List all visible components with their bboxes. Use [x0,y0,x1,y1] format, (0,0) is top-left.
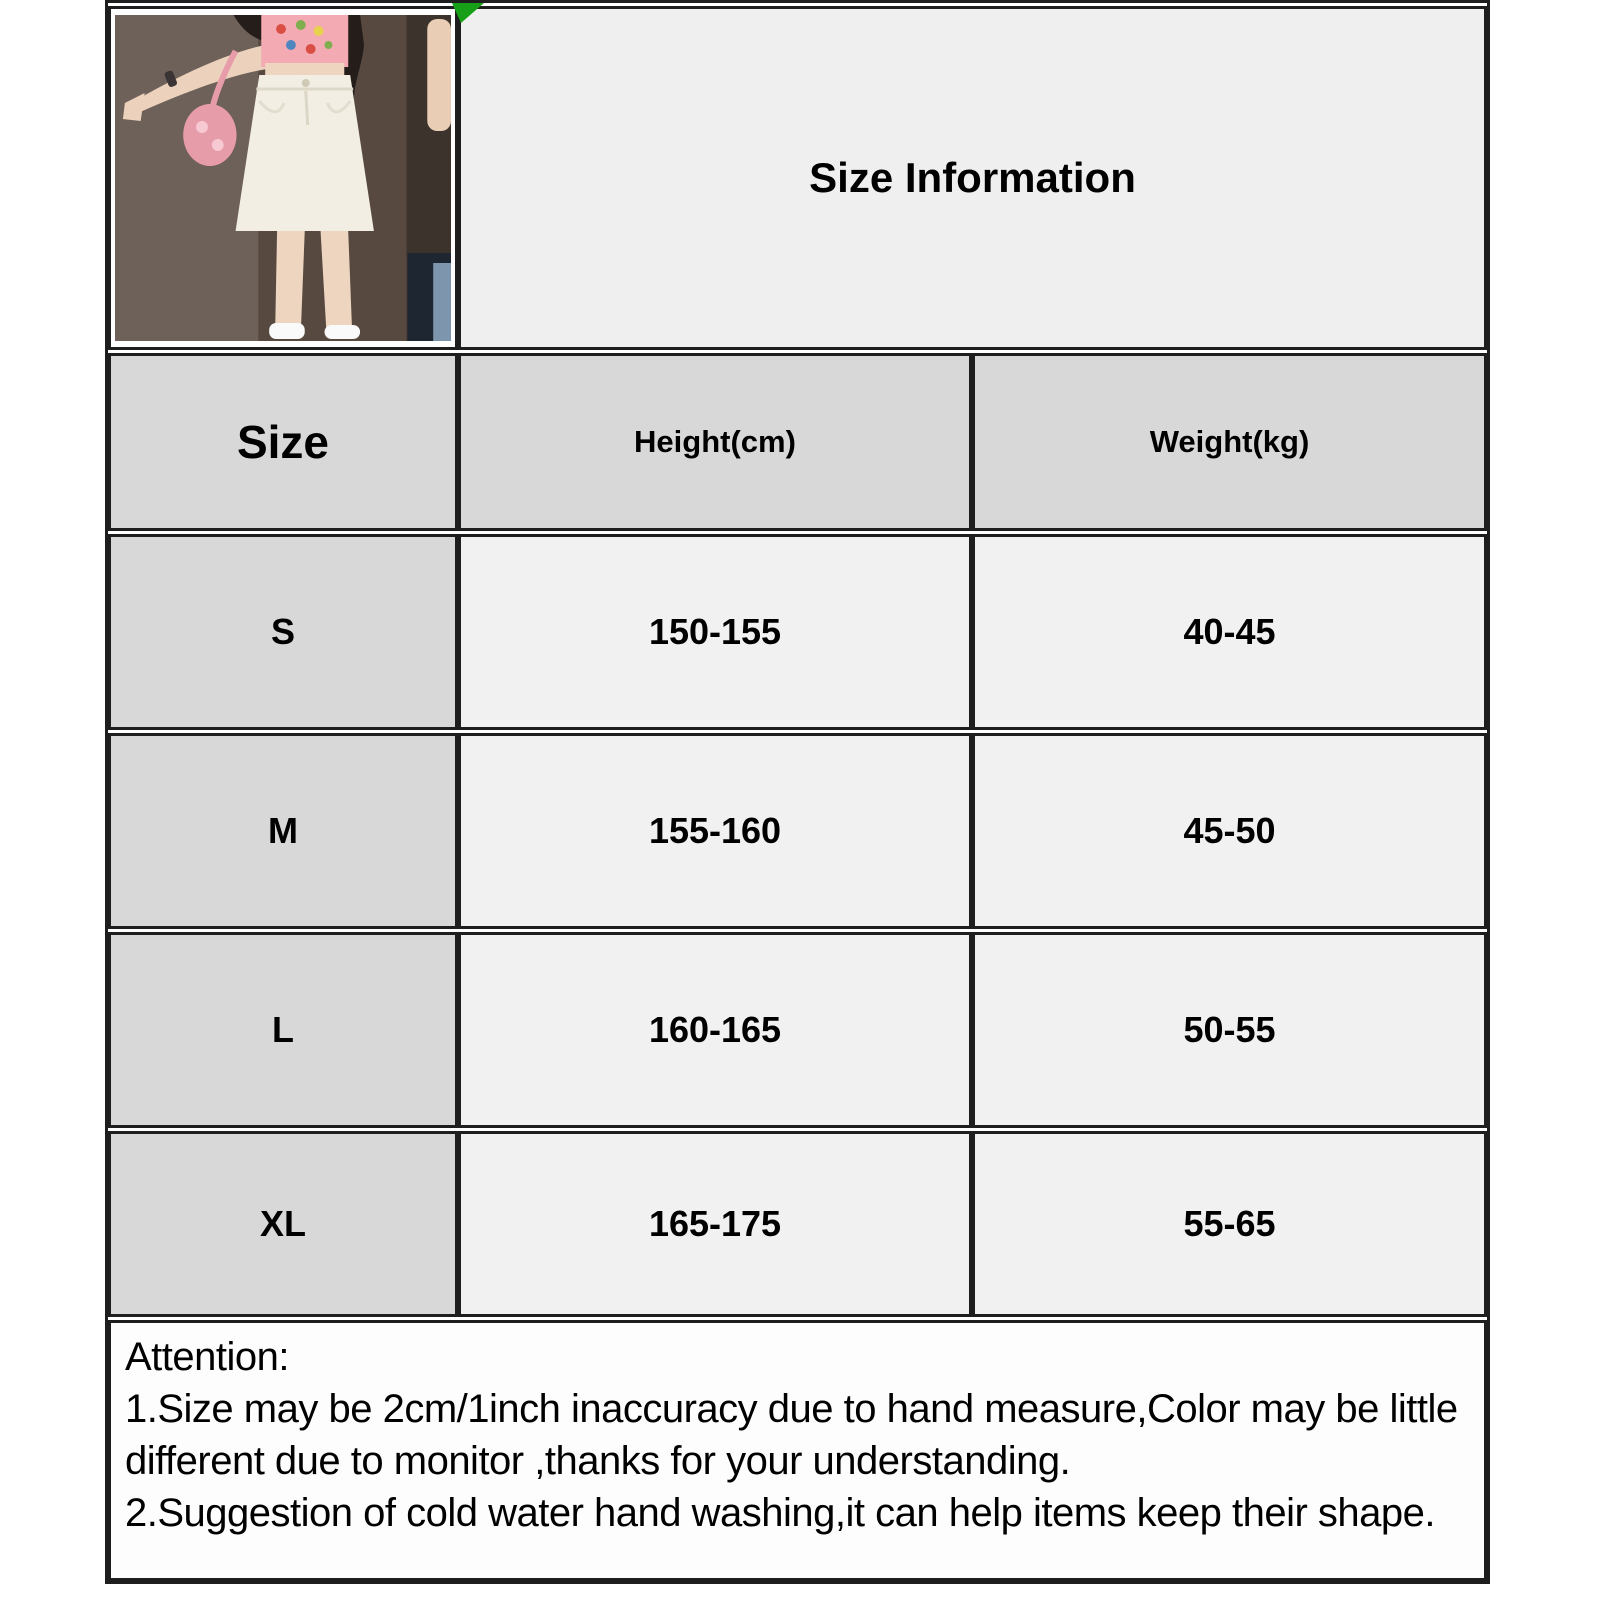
column-header-height: Height(cm) [458,353,972,531]
height-value: 150-155 [458,534,972,730]
height-value: 165-175 [458,1131,972,1317]
attention-note-1: 1.Size may be 2cm/1inch inaccuracy due to hand measure,Color may be little different due to monitor ,thanks for your understanding. [125,1387,1458,1483]
photo-title-row [108,6,1487,350]
size-table [108,3,1487,1320]
page-title: Size Information [458,6,1487,350]
table-row-s [108,534,1487,730]
weight-value: 45-50 [972,733,1487,929]
column-header-weight: Weight(kg) [972,353,1487,531]
product-photo [115,15,451,341]
height-value: 155-160 [458,733,972,929]
size-label: L [108,932,458,1128]
weight-value: 50-55 [972,932,1487,1128]
table-header-row [108,353,1487,531]
table-row-xl [108,1131,1487,1317]
product-photo-cell [108,6,458,350]
table-row-m [108,733,1487,929]
attention-heading: Attention: [125,1335,290,1379]
weight-value: 40-45 [972,534,1487,730]
size-label: XL [108,1131,458,1317]
weight-value: 55-65 [972,1131,1487,1317]
column-header-size: Size [108,353,458,531]
table-row-l [108,932,1487,1128]
attention-note-2: 2.Suggestion of cold water hand washing,it can help items keep their shape. [125,1491,1435,1535]
size-label: M [108,733,458,929]
height-value: 160-165 [458,932,972,1128]
size-chart-sheet [105,0,1490,1584]
attention-notes [108,1320,1487,1581]
size-label: S [108,534,458,730]
